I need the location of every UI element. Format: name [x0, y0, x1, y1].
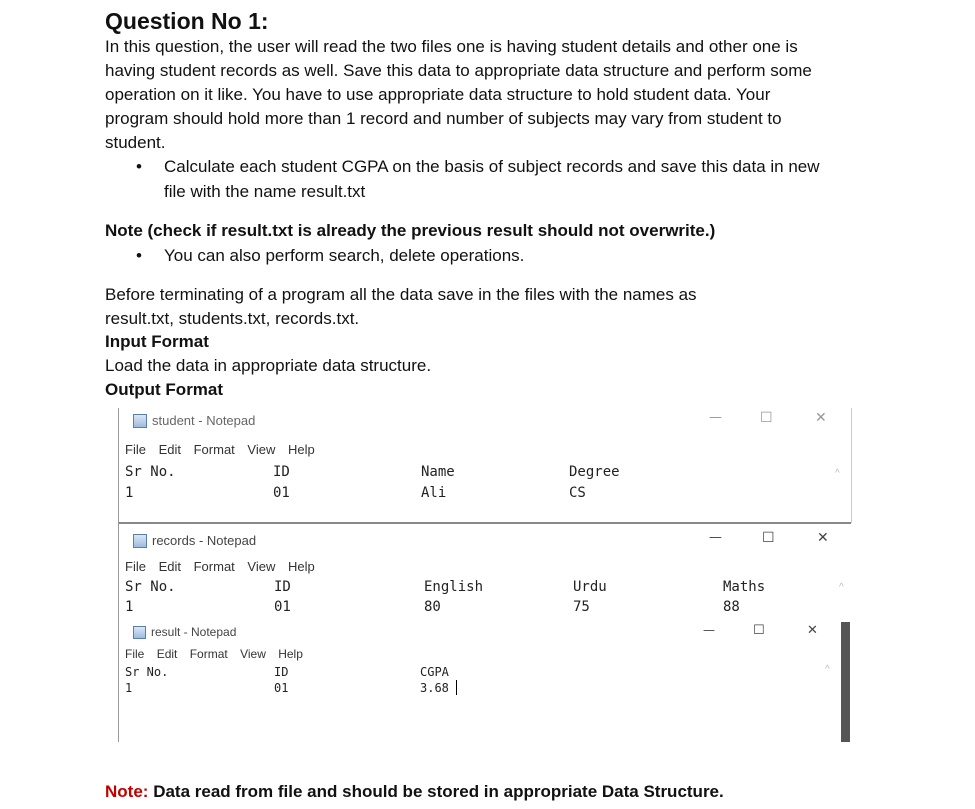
menu-edit[interactable]: Edit — [158, 442, 181, 457]
minimize-button[interactable]: — — [709, 530, 722, 545]
scrollbar[interactable] — [841, 622, 850, 742]
note-line: Note (check if result.txt is already the previous result should not overwrite.) — [105, 221, 716, 240]
output-format-heading: Output Format — [105, 380, 224, 399]
before-line: result.txt, students.txt, records.txt. — [105, 309, 360, 328]
header-degree: Degree — [569, 464, 620, 480]
bullet-item-search — [136, 244, 856, 269]
window-title: result - Notepad — [151, 625, 237, 639]
maximize-button[interactable]: ☐ — [760, 410, 773, 426]
minimize-button[interactable]: — — [703, 623, 715, 637]
input-format-heading: Input Format — [105, 332, 209, 351]
header-id: ID — [274, 579, 291, 595]
text-area[interactable] — [119, 577, 849, 617]
cell-maths: 88 — [723, 599, 740, 615]
records-notepad-window — [118, 522, 851, 619]
bullet-icon: • — [136, 157, 142, 176]
menu-format[interactable]: Format — [189, 647, 228, 661]
cell-id: 01 — [274, 599, 291, 615]
cell-urdu: 75 — [573, 599, 590, 615]
header-name: Name — [421, 464, 455, 480]
bullet-line: file with the name result.txt — [164, 181, 366, 201]
menu-bar — [125, 442, 324, 457]
scroll-up-icon[interactable]: ^ — [825, 664, 830, 675]
question-paragraph — [105, 35, 875, 155]
header-urdu: Urdu — [573, 579, 607, 595]
notepad-icon — [133, 534, 147, 548]
maximize-button[interactable]: ☐ — [762, 530, 775, 546]
notepad-icon — [133, 414, 147, 428]
cell-degree: CS — [569, 485, 586, 501]
notepad-icon — [133, 626, 146, 639]
menu-bar — [125, 647, 312, 661]
menu-file[interactable]: File — [125, 442, 146, 457]
text-cursor — [456, 680, 457, 695]
header-srno: Sr No. — [125, 579, 176, 595]
window-title: records - Notepad — [152, 533, 257, 548]
menu-view[interactable]: View — [247, 442, 276, 457]
header-srno: Sr No. — [125, 665, 169, 679]
paragraph-line: operation on it like. You have to use appropriate data structure to hold student data. Your — [105, 85, 771, 104]
menu-view[interactable]: View — [240, 647, 266, 661]
window-title: student - Notepad — [152, 413, 256, 428]
menu-edit[interactable]: Edit — [158, 559, 181, 574]
bullet-icon: • — [136, 246, 142, 265]
menu-help[interactable]: Help — [287, 442, 315, 457]
menu-format[interactable]: Format — [193, 559, 235, 574]
menu-help[interactable]: Help — [278, 647, 303, 661]
footer-note — [105, 780, 865, 804]
scroll-up-icon[interactable]: ^ — [839, 582, 844, 593]
menu-view[interactable]: View — [247, 559, 276, 574]
menu-file[interactable]: File — [125, 559, 146, 574]
maximize-button[interactable]: ☐ — [753, 623, 765, 638]
cell-srno: 1 — [125, 485, 134, 501]
before-line: Before terminating of a program all the data save in the files with the names as — [105, 285, 697, 304]
menu-edit[interactable]: Edit — [156, 647, 178, 661]
menu-file[interactable]: File — [125, 647, 145, 661]
cell-english: 80 — [424, 599, 441, 615]
cell-srno: 1 — [125, 599, 134, 615]
bullet-line: You can also perform search, delete operations. — [164, 246, 525, 265]
cell-id: 01 — [274, 681, 289, 695]
footer-note-text: Data read from file and should be stored in appropriate Data Structure. — [153, 782, 724, 801]
paragraph-line: In this question, the user will read the two files one is having student details and other one is — [105, 37, 798, 56]
result-notepad-window — [118, 618, 843, 742]
paragraph-line: program should hold more than 1 record and number of subjects may vary from student to — [105, 109, 782, 128]
cell-name: Ali — [421, 485, 447, 501]
bullet-item-cgpa — [136, 155, 856, 204]
close-button[interactable]: ✕ — [807, 623, 818, 638]
cell-cgpa: 3.68 — [420, 681, 449, 695]
menu-format[interactable]: Format — [193, 442, 235, 457]
input-format-text: Load the data in appropriate data structure. — [105, 356, 432, 375]
menu-help[interactable]: Help — [287, 559, 315, 574]
close-button[interactable]: ✕ — [817, 530, 829, 546]
paragraph-line: having student records as well. Save this data to appropriate data structure and perform some — [105, 61, 812, 80]
header-id: ID — [273, 464, 290, 480]
menu-bar — [125, 559, 324, 574]
scroll-up-icon[interactable]: ^ — [835, 468, 840, 479]
paragraph-line: student. — [105, 133, 166, 152]
bullet-line: Calculate each student CGPA on the basis of subject records and save this data in new — [164, 157, 820, 176]
minimize-button[interactable]: — — [709, 410, 722, 425]
header-srno: Sr No. — [125, 464, 176, 480]
footer-note-label: Note: — [105, 782, 149, 801]
text-area[interactable] — [119, 460, 849, 520]
cell-id: 01 — [273, 485, 290, 501]
question-title: Question No 1: — [105, 8, 269, 34]
cell-srno: 1 — [125, 681, 133, 695]
student-notepad-window — [118, 408, 852, 523]
close-button[interactable]: ✕ — [815, 410, 827, 426]
header-cgpa: CGPA — [420, 665, 449, 679]
text-area[interactable] — [119, 663, 819, 739]
before-terminating-text — [105, 283, 875, 331]
header-english: English — [424, 579, 484, 595]
header-id: ID — [274, 665, 289, 679]
header-maths: Maths — [723, 579, 766, 595]
